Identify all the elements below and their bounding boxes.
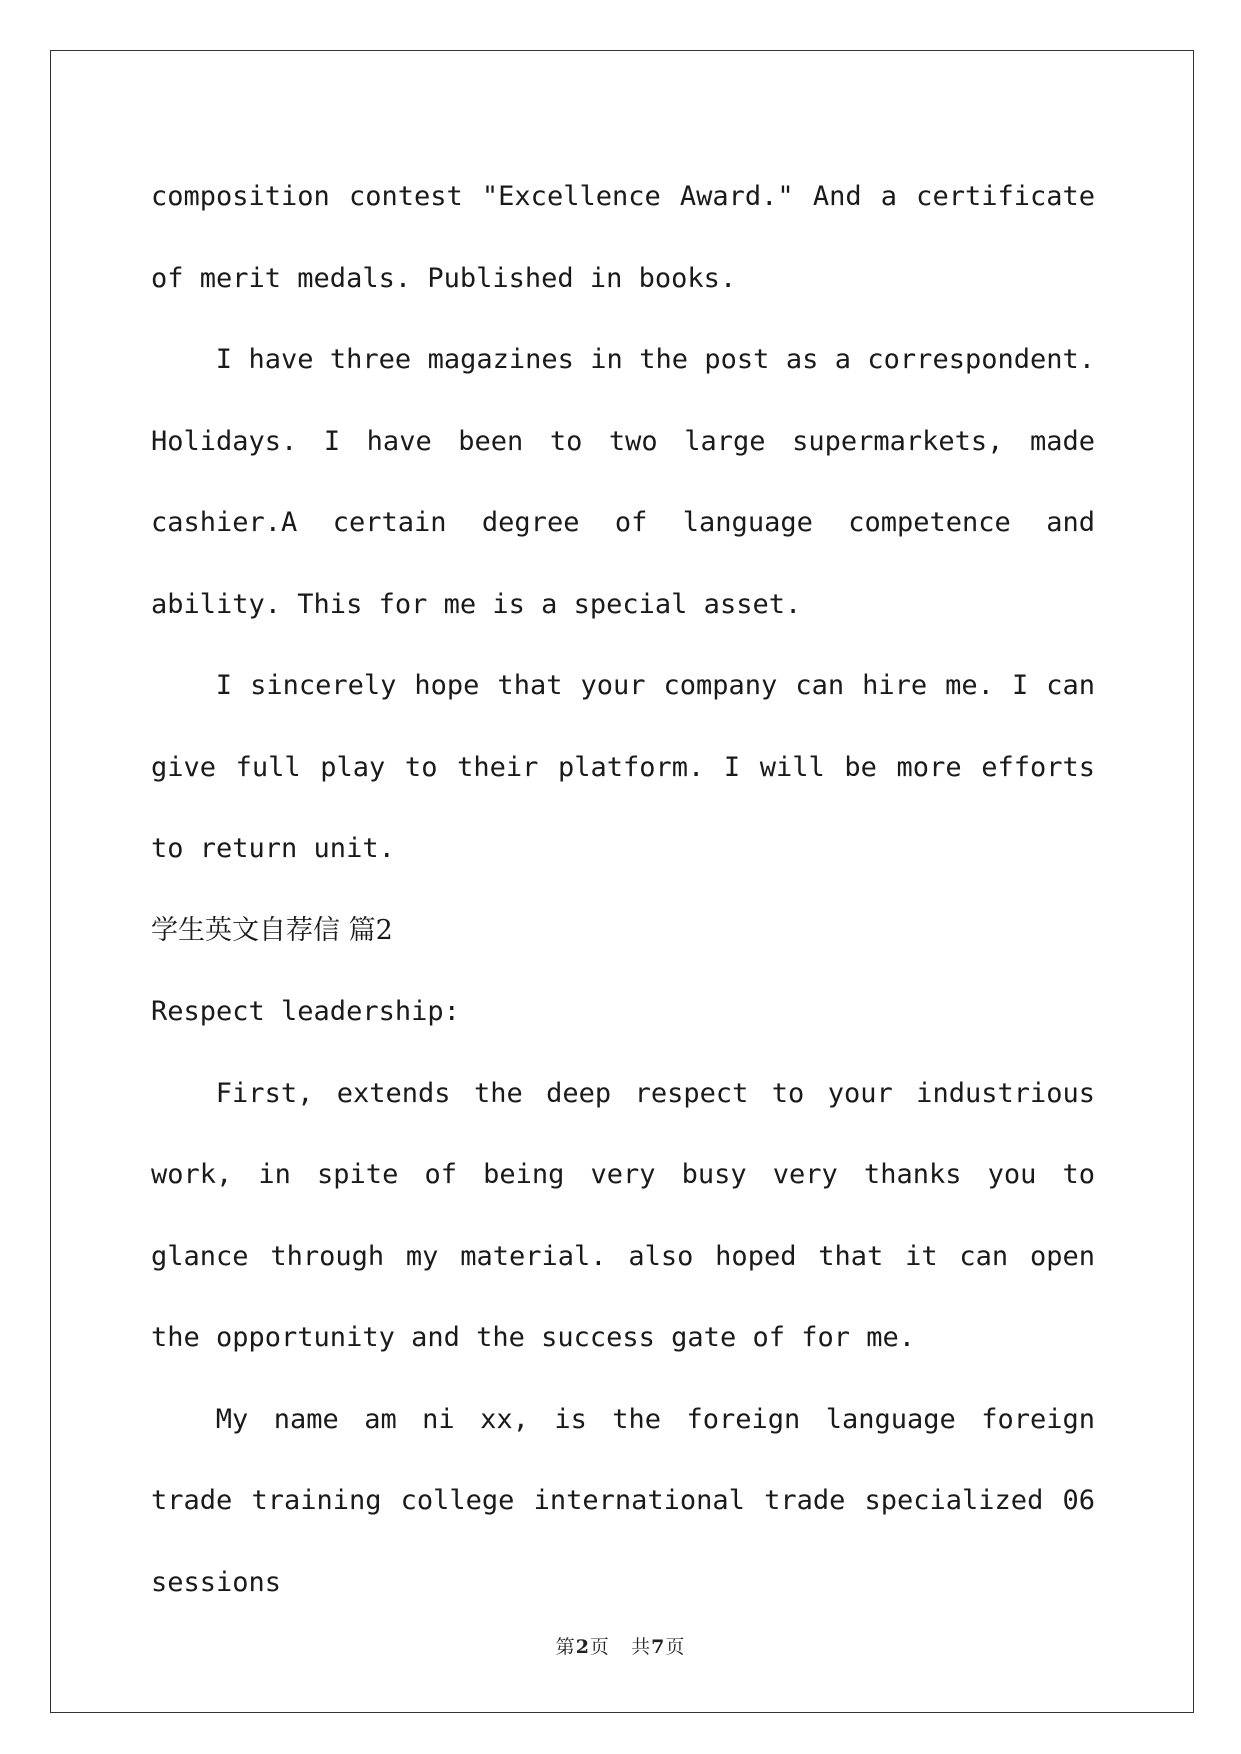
page-footer [0, 1632, 1241, 1659]
footer-total-suffix: 页 [665, 1636, 686, 1658]
section-heading: 学生英文自荐信 篇2 [151, 914, 393, 946]
paragraph-4: First, extends the deep respect to your industrious work, in spite of being very busy very thanks you to glance through my material. also hoped that it can open the opportunity and the success gate of for me. [151, 1077, 1095, 1353]
paragraph-3: I sincerely hope that your company can hire me. I can give full play to their platform. I will be more efforts to return unit. [151, 670, 1095, 864]
document-body [151, 156, 1095, 1623]
footer-total-pages: 7 [651, 1636, 666, 1658]
footer-page-number: 2 [575, 1636, 590, 1658]
footer-page-suffix: 页 [589, 1636, 610, 1658]
paragraph-5: My name am ni xx, is the foreign language foreign trade training college international trade specialized 06 sessions [151, 1403, 1095, 1598]
footer-total-prefix: 共 [631, 1636, 652, 1658]
salutation: Respect leadership: [151, 996, 460, 1027]
paragraph-1: composition contest "Excellence Award." And a certificate of merit medals. Published in books. [151, 181, 1095, 294]
paragraph-2: I have three magazines in the post as a correspondent. Holidays. I have been to two large supermarkets, made cashier.A certain degree of language competence and ability. This for me is a special asset. [151, 344, 1095, 620]
footer-prefix: 第 [555, 1636, 576, 1658]
